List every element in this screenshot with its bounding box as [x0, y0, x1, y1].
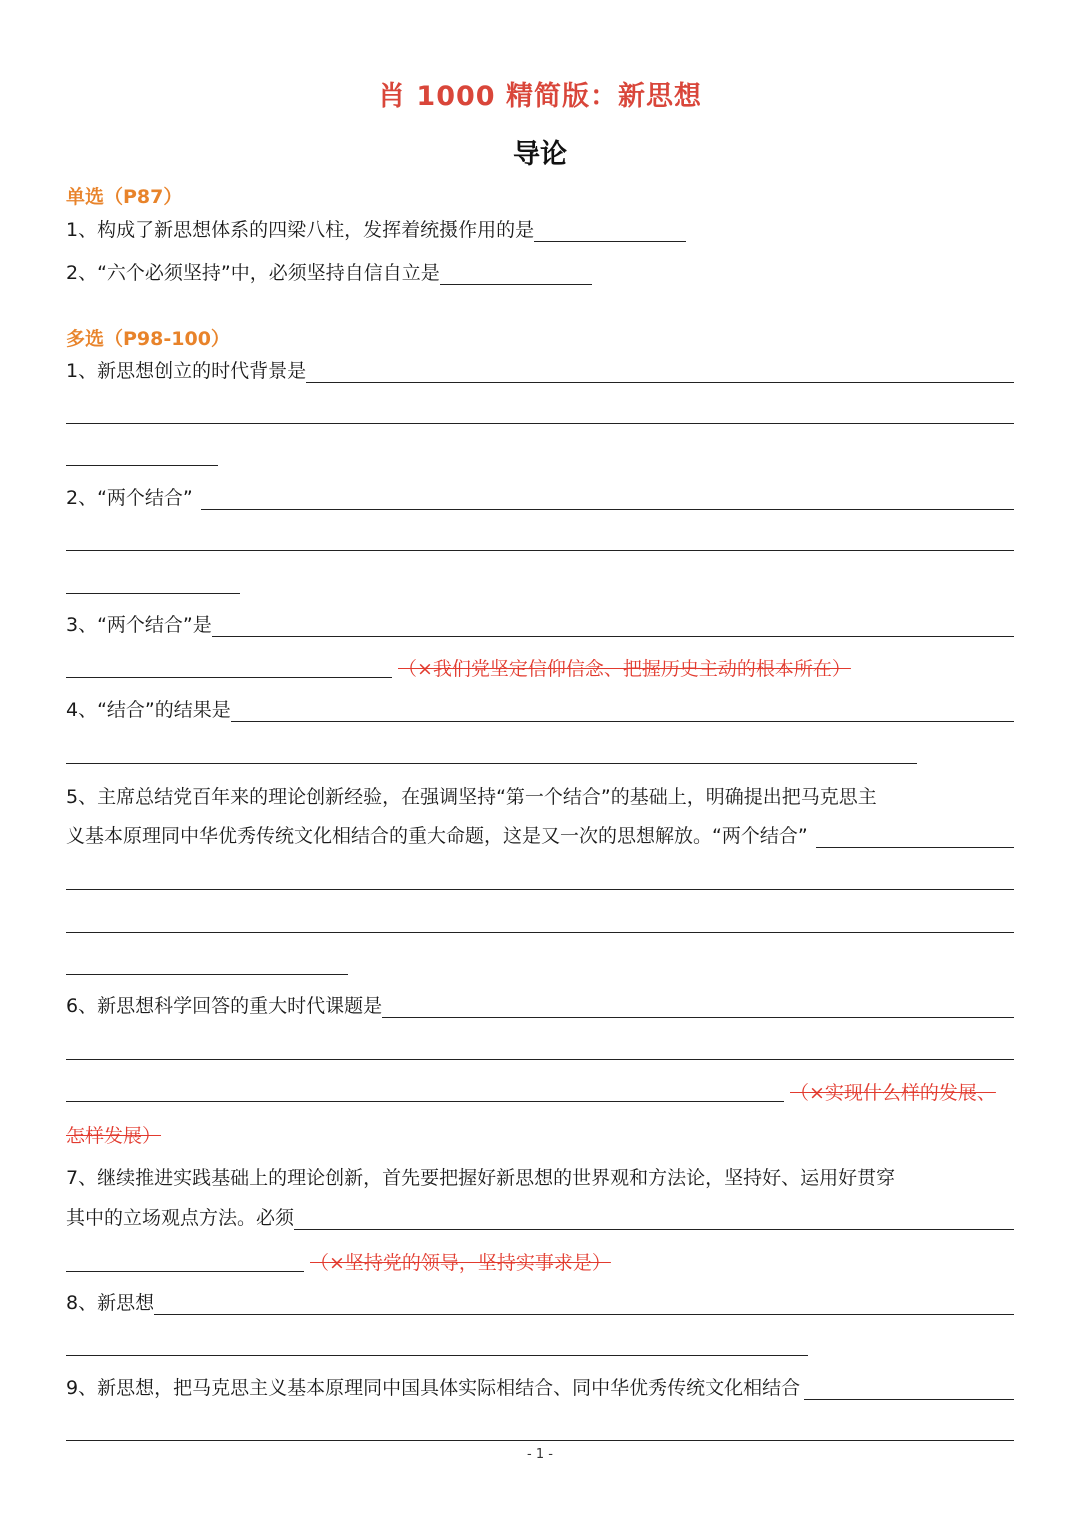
correction-note: （×我们党坚定信仰信念、把握历史主动的根本所在）	[398, 658, 851, 680]
answer-line	[66, 974, 348, 975]
multi-question-5	[66, 818, 1014, 852]
answer-line	[66, 1440, 1014, 1441]
answer-line	[66, 1271, 304, 1272]
question-text: 4、“结合”的结果是	[66, 699, 231, 721]
question-text: 义基本原理同中华优秀传统文化相结合的重大命题，这是又一次的思想解放。“两个结合”	[66, 825, 808, 847]
multi-question-7	[66, 1200, 1014, 1234]
section-heading-multi: 多选（P98-100）	[66, 328, 230, 350]
question-text: 8、新思想	[66, 1292, 155, 1314]
answer-blank	[212, 612, 1014, 637]
answer-line	[66, 423, 1014, 424]
correction-note: （×坚持党的领导，坚持实事求是）	[310, 1252, 611, 1274]
section-heading-single: 单选（P87）	[66, 186, 183, 208]
answer-line	[66, 550, 1014, 551]
question-7-line-1: 7、继续推进实践基础上的理论创新，首先要把握好新思想的世界观和方法论，坚持好、运用好贯穿	[66, 1167, 896, 1189]
answer-line	[66, 932, 1014, 933]
multi-question-6	[66, 988, 1014, 1022]
question-5-line-1: 5、主席总结党百年来的理论创新经验，在强调坚持“第一个结合”的基础上，明确提出把马克思主	[66, 786, 877, 808]
correction-note-continued: 怎样发展）	[66, 1125, 162, 1147]
answer-line	[66, 763, 917, 764]
answer-blank	[816, 823, 1014, 848]
answer-line	[66, 889, 1014, 890]
answer-blank	[804, 1375, 1014, 1400]
answer-blank	[231, 697, 1014, 722]
question-text: 6、新思想科学回答的重大时代课题是	[66, 995, 383, 1017]
multi-question-4	[66, 692, 1014, 726]
answer-blank	[534, 217, 686, 242]
answer-blank	[382, 993, 1014, 1018]
page-number: - 1 -	[527, 1447, 553, 1462]
answer-line	[66, 465, 218, 466]
document-title: 肖 1000 精简版：新思想	[378, 81, 702, 112]
multi-question-8	[66, 1285, 1014, 1319]
answer-line	[66, 677, 392, 678]
answer-line	[66, 1101, 784, 1102]
question-text: 2、“六个必须坚持”中，必须坚持自信自立是	[66, 262, 440, 284]
chapter-title: 导论	[513, 139, 567, 170]
answer-line	[66, 593, 240, 594]
answer-blank	[201, 485, 1014, 510]
question-text: 9、新思想，把马克思主义基本原理同中国具体实际相结合、同中华优秀传统文化相结合	[66, 1377, 801, 1399]
multi-question-2	[66, 480, 1014, 514]
answer-blank	[294, 1205, 1014, 1230]
question-text: 1、构成了新思想体系的四梁八柱，发挥着统摄作用的是	[66, 219, 535, 241]
answer-blank	[306, 358, 1014, 383]
correction-note: （×实现什么样的发展、	[790, 1082, 996, 1104]
multi-question-1	[66, 353, 1014, 387]
question-text: 其中的立场观点方法。必须	[66, 1207, 295, 1229]
answer-blank	[154, 1290, 1014, 1315]
answer-blank	[440, 260, 592, 285]
question-text: 3、“两个结合”是	[66, 614, 212, 636]
multi-question-9	[66, 1370, 1014, 1404]
single-question-1	[66, 212, 1014, 246]
question-text: 1、新思想创立的时代背景是	[66, 360, 307, 382]
multi-question-3	[66, 607, 1014, 641]
question-text: 2、“两个结合”	[66, 487, 193, 509]
answer-line	[66, 1355, 808, 1356]
single-question-2	[66, 255, 1014, 289]
answer-line	[66, 1059, 1014, 1060]
